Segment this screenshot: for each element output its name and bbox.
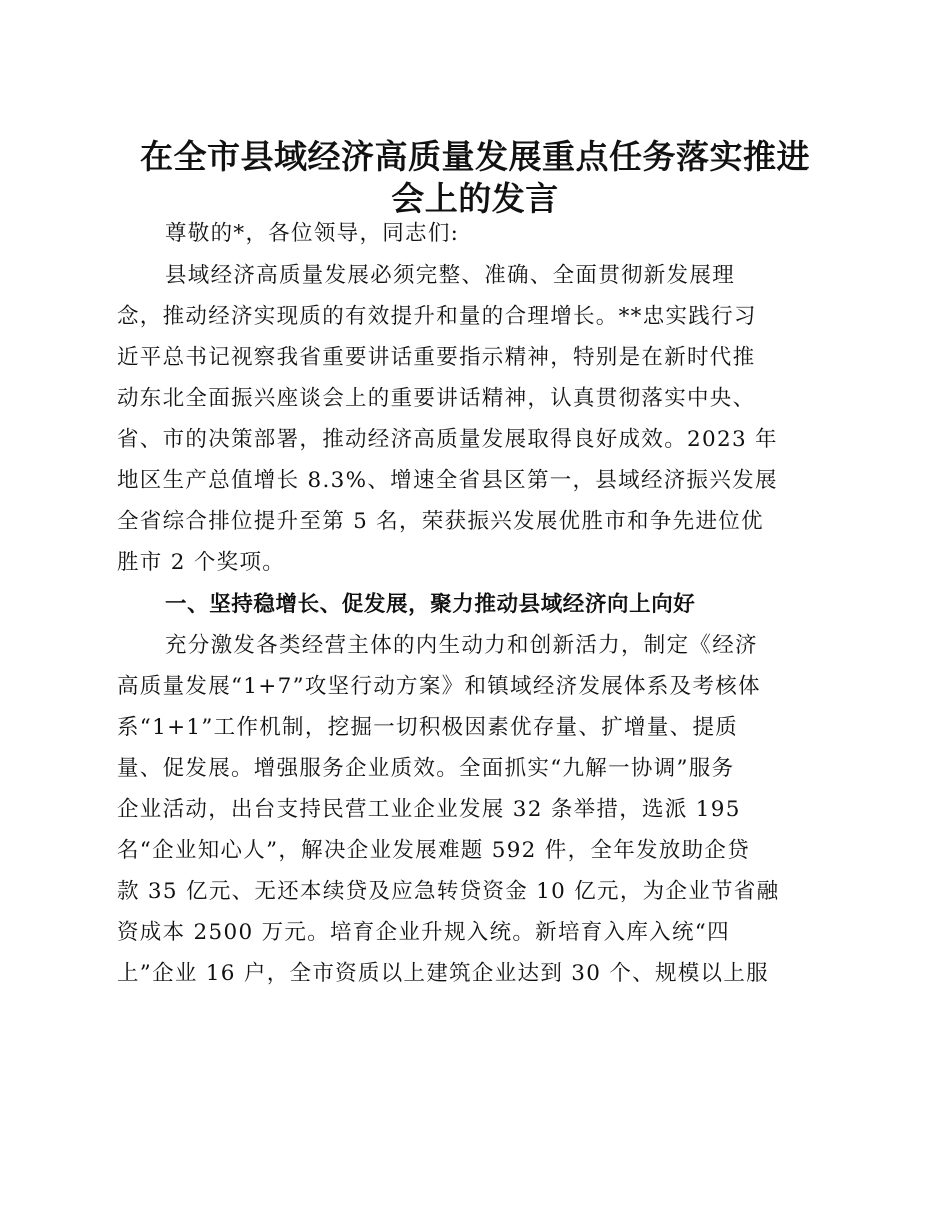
paragraph-1-line: 念，推动经济实现质的有效提升和量的合理增长。**忠实践行习: [117, 304, 757, 329]
paragraph-1-line: 全省综合排位提升至第 5 名，荣获振兴发展优胜市和争先进位优: [117, 509, 764, 534]
paragraph-2-line: 量、促发展。增强服务企业质效。全面抓实“九解一协调”服务: [117, 756, 735, 781]
paragraph-1-line: 地区生产总值增长 8.3%、增速全省县区第一，县域经济振兴发展: [117, 468, 778, 493]
document-title-line-2: 会上的发言: [391, 179, 559, 218]
paragraph-2-line: 上”企业 16 户，全市资质以上建筑企业达到 30 个、规模以上服: [117, 961, 769, 986]
paragraph-1-line: 近平总书记视察我省重要讲话重要指示精神，特别是在新时代推: [117, 345, 756, 370]
paragraph-2-line: 充分激发各类经营主体的内生动力和创新活力，制定《经济: [165, 633, 758, 658]
paragraph-1-line: 省、市的决策部署，推动经济高质量发展取得良好成效。2023 年: [117, 427, 778, 452]
section-1-heading: 一、坚持稳增长、促发展，聚力推动县域经济向上向好: [165, 592, 696, 617]
paragraph-2-line: 名“企业知心人”，解决企业发展难题 592 件，全年发放助企贷: [117, 838, 750, 863]
paragraph-2-line: 高质量发展“1+7”攻坚行动方案》和镇域经济发展体系及考核体: [117, 674, 761, 699]
paragraph-2-line: 款 35 亿元、无还本续贷及应急转贷资金 10 亿元，为企业节省融: [117, 879, 780, 904]
paragraph-2-line: 系“1+1”工作机制，挖掘一切积极因素优存量、扩增量、提质: [117, 715, 739, 740]
paragraph-2-line: 企业活动，出台支持民营工业企业发展 32 条举措，选派 195: [117, 797, 741, 822]
paragraph-2-line: 资成本 2500 万元。培育企业升规入统。新培育入库入统“四: [117, 920, 730, 945]
document-title-line-1: 在全市县域经济高质量发展重点任务落实推进: [140, 137, 810, 176]
paragraph-1-line: 动东北全面振兴座谈会上的重要讲话精神，认真贯彻落实中央、: [117, 386, 756, 411]
salutation: 尊敬的*，各位领导，同志们:: [165, 221, 460, 246]
paragraph-1-line: 县域经济高质量发展必须完整、准确、全面贯彻新发展理: [165, 263, 736, 288]
paragraph-1-line: 胜市 2 个奖项。: [117, 550, 286, 575]
